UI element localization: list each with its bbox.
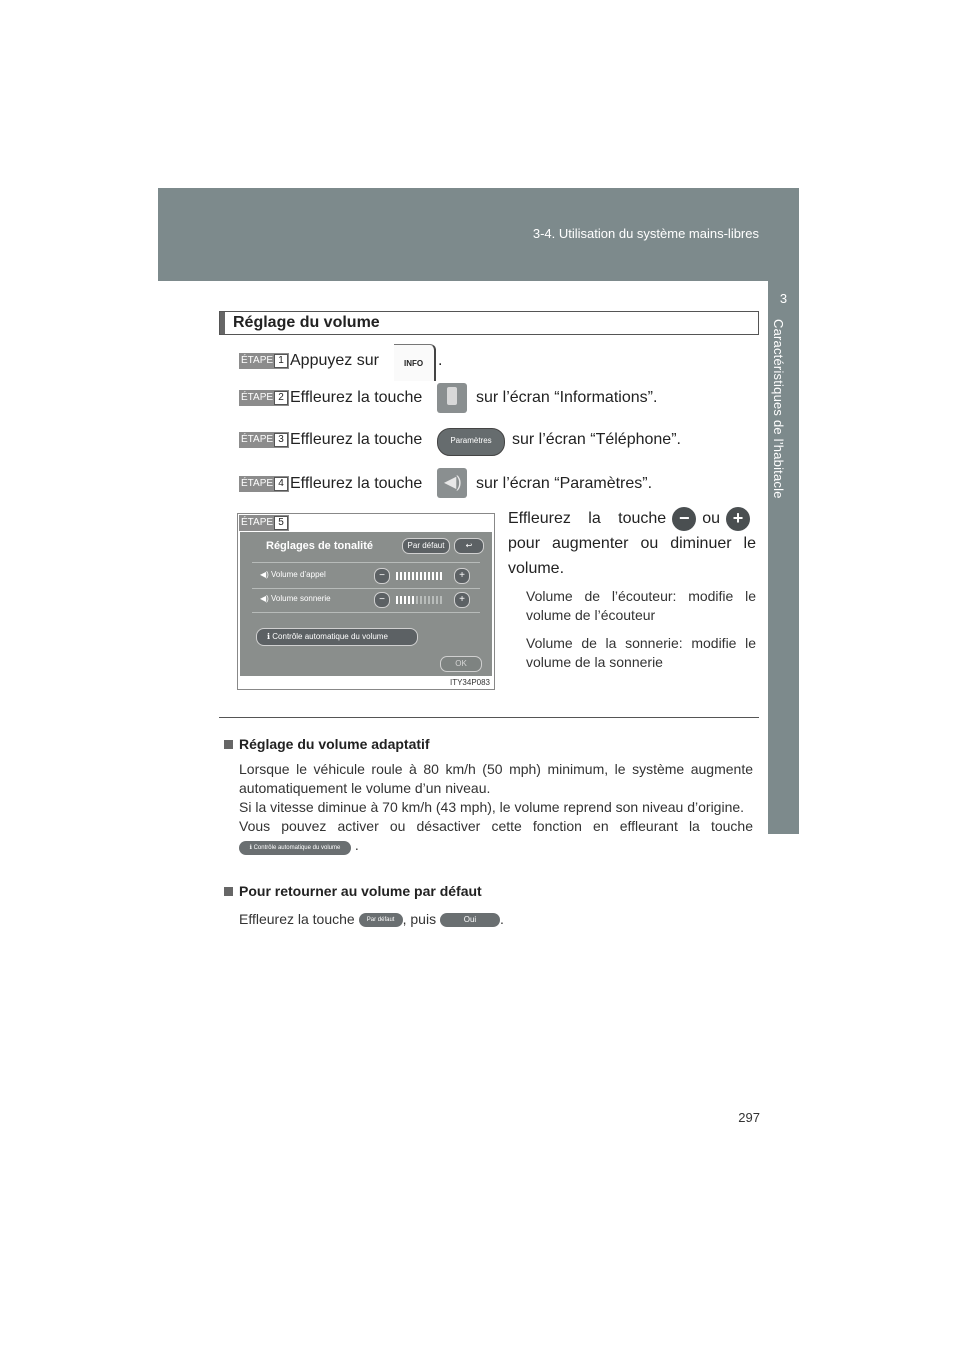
step-1-text: Appuyez sur <box>290 352 379 369</box>
title-bar-accent <box>220 312 225 334</box>
adaptive-p1: Lorsque le véhicule roule à 80 km/h (50 mph) minimum, le système augmente automatiquement le volume d’un niveau. <box>239 761 753 796</box>
info-key-label: INFO <box>404 359 424 368</box>
step-5-part1: Effleurez la touche <box>508 510 667 527</box>
default-heading-text: Pour retourner au volume par défaut <box>239 883 482 899</box>
volume-symbol: ◀) <box>444 474 462 491</box>
screen-title: Réglages de tonalité <box>266 540 373 552</box>
section-divider <box>219 717 759 718</box>
screen-ok-button: OK <box>440 656 482 672</box>
step-word: ÉTAPE <box>241 517 274 528</box>
step-word: ÉTAPE <box>241 355 274 366</box>
screen-default-button: Par défaut <box>402 538 450 554</box>
default-text3: . <box>499 911 504 927</box>
figure-code: ITY34P083 <box>449 678 490 687</box>
default-text2: , puis <box>402 911 437 927</box>
screen-plus-icon: + <box>454 568 470 584</box>
step-word: ÉTAPE <box>241 478 274 489</box>
screen-auto-volume-button: ℹ Contrôle automatique du volume <box>256 628 418 646</box>
step-number: 4 <box>274 477 288 491</box>
step-5-text <box>508 506 756 581</box>
minus-icon: − <box>672 507 696 531</box>
default-volume-heading <box>224 883 482 899</box>
adaptive-p3-end: . <box>354 837 359 853</box>
screen-divider <box>252 562 480 563</box>
square-bullet-icon <box>224 740 233 749</box>
step-3-text-end: sur l’écran “Téléphone”. <box>512 431 681 448</box>
step-1-text-end: . <box>438 352 443 369</box>
screen-ring-volume-meter <box>396 596 442 604</box>
step-word: ÉTAPE <box>241 392 274 403</box>
screen-minus-icon: − <box>374 592 390 608</box>
step-5-ou: ou <box>702 510 720 527</box>
adaptive-p2: Si la vitesse diminue à 70 km/h (43 mph), le volume reprend son niveau d’origine. <box>239 799 745 815</box>
step-number: 5 <box>274 516 288 530</box>
step-number: 2 <box>274 391 288 405</box>
step-3-label <box>239 432 289 448</box>
default-button-icon: Par défaut <box>359 913 403 927</box>
step-4-label <box>239 476 289 492</box>
screen-call-volume-meter <box>396 572 442 580</box>
step-4-text: Effleurez la touche <box>290 475 423 492</box>
square-bullet-icon <box>224 887 233 896</box>
parametres-button-icon <box>437 428 505 456</box>
screen-back-button: ↩ <box>454 538 484 554</box>
default-paragraph <box>239 910 753 929</box>
section-heading: Réglage du volume <box>233 314 380 331</box>
yes-button-icon: Oui <box>440 913 500 927</box>
step-5-label <box>239 515 289 531</box>
parametres-label: Paramètres <box>450 436 492 445</box>
screen-plus-icon: + <box>454 592 470 608</box>
step-5-figure <box>237 513 495 690</box>
adaptive-p3-text: Vous pouvez activer ou désactiver cette fonction en effleurant la touche <box>239 818 753 834</box>
step-word: ÉTAPE <box>241 434 274 445</box>
adaptive-heading-text: Réglage du volume adaptatif <box>239 736 430 752</box>
step-3-text: Effleurez la touche <box>290 431 423 448</box>
note-earpiece-volume: Volume de l’écouteur: modifie le volume de l’écouteur <box>526 588 756 623</box>
screen-divider <box>252 588 480 589</box>
default-text1: Effleurez la touche <box>239 911 355 927</box>
step-5-part2: pour augmenter ou diminuer le volume. <box>508 535 756 577</box>
volume-icon <box>437 468 467 498</box>
step-2-text-end: sur l’écran “Informations”. <box>476 389 658 406</box>
auto-volume-button-icon: ℹ Contrôle automatique du volume <box>239 841 351 855</box>
step-1-label <box>239 353 289 369</box>
step-2-text: Effleurez la touche <box>290 389 423 406</box>
tone-settings-screen <box>240 532 492 676</box>
telephone-icon <box>437 383 467 413</box>
screen-minus-icon: − <box>374 568 390 584</box>
chapter-tab <box>768 281 799 834</box>
screen-divider <box>252 612 480 613</box>
step-2-label <box>239 390 289 406</box>
plus-icon: + <box>726 507 750 531</box>
chapter-number: 3 <box>779 291 788 306</box>
header-band <box>158 188 799 281</box>
screen-row-ring-volume: ◀) Volume sonnerie <box>260 594 331 603</box>
info-key-icon <box>394 344 436 381</box>
page-number: 297 <box>738 1110 760 1125</box>
chapter-title: Caractéristiques de l’habitacle <box>771 319 786 499</box>
adaptive-p3 <box>239 817 753 855</box>
section-title: 3-4. Utilisation du système mains-libres <box>532 226 759 241</box>
adaptive-volume-heading <box>224 736 430 752</box>
step-number: 1 <box>274 354 288 368</box>
step-number: 3 <box>274 433 288 447</box>
screen-row-call-volume: ◀) Volume d’appel <box>260 570 326 579</box>
section-box-title <box>219 311 759 335</box>
step-4-text-end: sur l’écran “Paramètres”. <box>476 475 653 492</box>
adaptive-paragraph <box>239 760 753 855</box>
note-ringer-volume: Volume de la sonnerie: modifie le volume de la sonnerie <box>526 635 756 670</box>
